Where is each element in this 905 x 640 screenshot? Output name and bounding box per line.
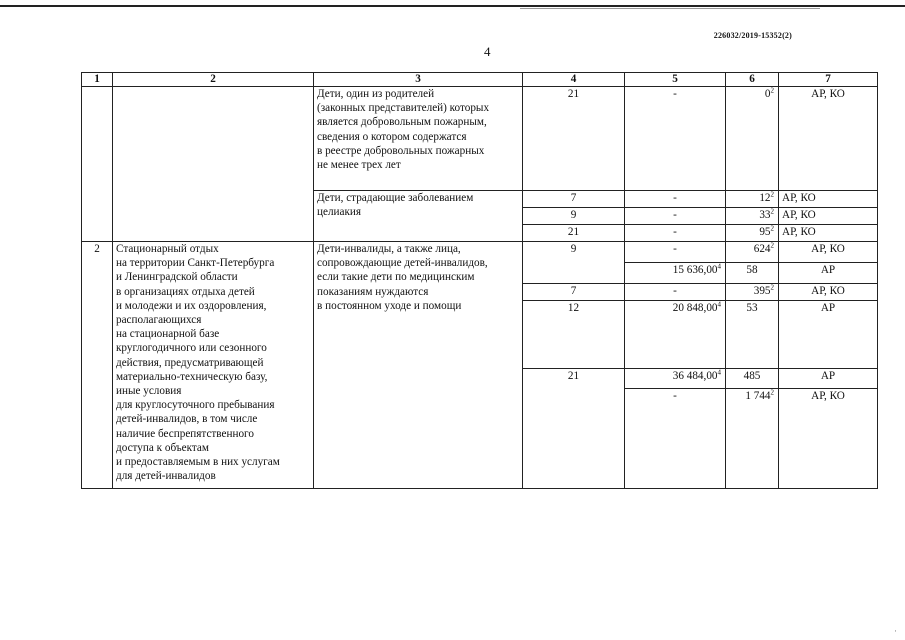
index-cell-empty [82,87,113,242]
footnote-mark: 4 [717,300,721,309]
page-number: 4 [484,44,491,59]
count-cell: $0^2$ [726,87,779,191]
cost-cell: - [625,225,726,242]
footnote-mark: 2 [770,224,774,233]
footnote-mark: 2 [770,190,774,199]
footnote-mark: 2 [770,283,774,292]
data-table [81,72,878,489]
header-col-1: 1 [82,73,113,87]
source-cell: АР, КО [779,242,878,263]
header-col-5: 5 [625,73,726,87]
count-cell: $33^2$ [726,208,779,225]
source-cell: АР, КО [779,225,878,242]
source-cell: АР, КО [779,208,878,225]
index-cell: 2 [82,242,113,489]
source-cell: АР, КО [779,284,878,301]
footnote-mark: 4 [717,368,721,377]
cost-cell: 36 484,00$^4$ [625,369,726,389]
source-cell: АР, КО [779,191,878,208]
header-row [82,73,878,87]
source-cell: АР, КО [779,389,878,489]
count-cell: $395^2$ [726,284,779,301]
header-col-2: 2 [113,73,314,87]
scan-top-edge-line [0,5,905,7]
source-cell: АР [779,369,878,389]
category-cell: Дети, страдающие заболеванием целиакия [314,191,523,242]
age-cell: 9 [523,208,625,225]
age-cell: 7 [523,284,625,301]
age-cell: 7 [523,191,625,208]
count-cell: 53 [726,301,779,369]
header-col-3: 3 [314,73,523,87]
category-cell: Дети-инвалиды, а также лица, сопровождающие детей-инвалидов, если такие дети по медицинским показаниям нуждаются в постоянном уходе и помощи [314,242,523,489]
header-col-6: 6 [726,73,779,87]
cost-cell: - [625,284,726,301]
count-cell: 485 [726,369,779,389]
footnote-mark: 2 [770,388,774,397]
cost-cell: 15 636,00$^4$ [625,263,726,284]
age-cell: 21 [523,87,625,191]
table-row [82,87,878,191]
scan-corner-mark: · [894,626,897,636]
cost-cell: - [625,242,726,263]
footnote-mark: 2 [770,86,774,95]
source-cell: АР, КО [779,87,878,191]
age-cell: 21 [523,225,625,242]
header-col-4: 4 [523,73,625,87]
footnote-mark: 2 [770,241,774,250]
source-cell: АР [779,263,878,284]
count-cell: 1 $744^2$ [726,389,779,489]
cost-cell: 20 848,00$^4$ [625,301,726,369]
type-cell: Стационарный отдых на территории Санкт-Петербурга и Ленинградской области в организациях отдыха детей и молодежи и их оздоровления, располагающихся на стационарной базе круглогодичного или сезонного действия, предусматривающей материально-техническую базу, иные условия для круглосуточного пребывания детей-инвалидов, в том числе наличие беспрепятственного доступа к объектам и предоставляемым в них услугам для детей-инвалидов [113,242,314,489]
cost-cell: - [625,87,726,191]
table-row [82,242,878,263]
age-cell: 12 [523,301,625,369]
scan-top-edge-shadow [520,8,820,9]
category-cell: Дети, один из родителей (законных представителей) которых является добровольным пожарным, сведения о котором содержатся в реестре добровольных пожарных не менее трех лет [314,87,523,191]
footnote-mark: 4 [717,262,721,271]
footnote-mark: 2 [770,207,774,216]
count-cell: 58 [726,263,779,284]
source-cell: АР [779,301,878,369]
header-col-7: 7 [779,73,878,87]
count-cell: $95^2$ [726,225,779,242]
cost-cell: - [625,208,726,225]
cost-cell: - [625,389,726,489]
type-cell-empty [113,87,314,242]
cost-cell: - [625,191,726,208]
document-number: 226032/2019-15352(2) [713,31,792,40]
age-cell: 21 [523,369,625,489]
count-cell: $624^2$ [726,242,779,263]
age-cell: 9 [523,242,625,284]
count-cell: $12^2$ [726,191,779,208]
